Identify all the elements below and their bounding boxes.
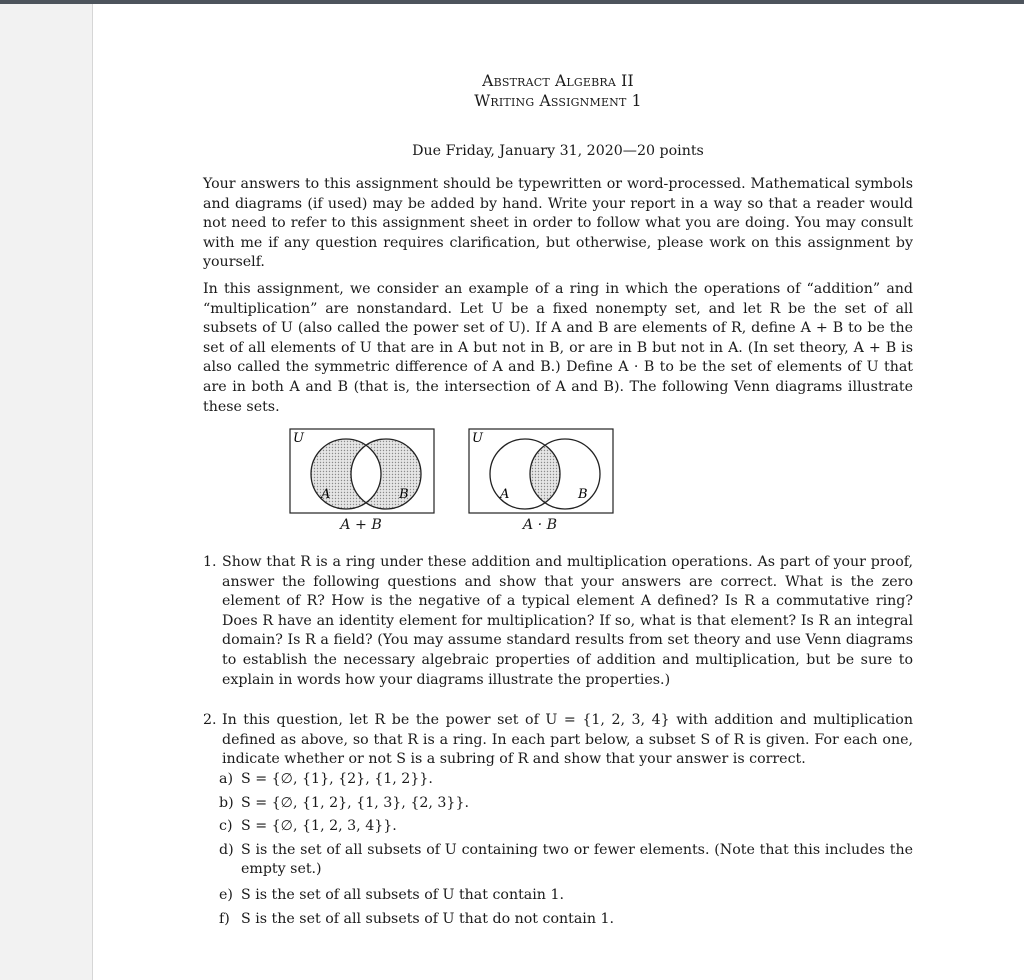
venn-sum-caption: A + B — [340, 517, 382, 533]
ring-definition-paragraph: In this assignment, we consider an example of a ring in which the operations of “addition” and “multiplication” are nonstandard. Let U be a fixed nonempty set, and let R be the set of all subsets of U (also called the power set of U). If A and B are elements of R, define A + B to be the set of all elements of U that are in A but not in B, or are in B but not in A. (In set theory, A + B is also called the symmetric difference of A and B.) Define A · B to be the set of elements of U that are in both A and B (that is, the intersection of A and B). The following Venn diagrams illustrate these sets. — [203, 281, 913, 415]
question-text: In this question, let R be the power set of U = {1, 2, 3, 4} with addition and multiplication defined as above, so that R is a ring. In each part below, a subset S of R is given. For each one, indicate whether or not S is a subring of R and show that your answer is correct. — [222, 712, 913, 768]
set-a-label: A — [321, 487, 331, 502]
universe-label: U — [293, 431, 304, 446]
due-date-line: Due Friday, January 31, 2020—20 points — [412, 143, 704, 159]
venn-diagrams — [203, 428, 913, 538]
list-item — [219, 841, 913, 880]
list-item — [219, 910, 913, 930]
set-b-label: B — [578, 487, 588, 502]
part-text: S is the set of all subsets of U containing two or fewer elements. (Note that this includes the empty set.) — [241, 841, 913, 878]
part-label: d) — [219, 841, 234, 858]
part-label: b) — [219, 794, 234, 811]
part-label: f) — [219, 910, 230, 927]
list-item — [219, 770, 913, 790]
part-text: S = {∅, {1, 2}, {1, 3}, {2, 3}}. — [241, 794, 469, 811]
assignment-title: Writing Assignment 1 — [474, 92, 642, 110]
venn-sum-svg — [289, 428, 449, 516]
universe-label: U — [472, 431, 483, 446]
part-text: S = {∅, {1, 2, 3, 4}}. — [241, 818, 397, 835]
part-text: S is the set of all subsets of U that contain 1. — [241, 886, 564, 903]
part-label: c) — [219, 818, 233, 835]
list-item — [219, 817, 913, 837]
set-a-label: A — [500, 487, 510, 502]
document-page — [92, 4, 1024, 980]
question-number: 2. — [203, 712, 217, 728]
question-2-parts — [219, 770, 913, 933]
part-text: S = {∅, {1}, {2}, {1, 2}}. — [241, 771, 433, 787]
venn-diagram-product — [468, 428, 628, 533]
list-item — [219, 886, 913, 906]
part-label: e) — [219, 886, 233, 903]
set-b-label: B — [399, 487, 409, 502]
venn-product-caption: A · B — [522, 517, 558, 533]
course-title: Abstract Algebra II — [482, 72, 634, 90]
question-number: 1. — [203, 554, 217, 570]
venn-diagram-sum — [289, 428, 449, 533]
part-label: a) — [219, 771, 233, 787]
question-text: Show that R is a ring under these addition and multiplication operations. As part of your proof, answer the following questions and show that your answers are correct. What is the zero element of R? How is the negative of a typical element A defined? Is R a commutative ring? Does R have an identity element for multiplication? If so, what is that element? Is R an integral domain? Is R a field? (You may assume standard results from set theory and use Venn diagrams to establish the necessary algebraic properties of addition and multiplication, but be sure to explain in words how your diagrams illustrate the properties.) — [222, 554, 913, 688]
part-text: S is the set of all subsets of U that do not contain 1. — [241, 910, 615, 927]
list-item — [219, 794, 913, 814]
venn-product-svg — [468, 428, 628, 516]
question-1 — [203, 553, 913, 690]
question-2 — [203, 711, 913, 770]
intro-paragraph: Your answers to this assignment should be typewritten or word-processed. Mathematical symbols and diagrams (if used) may be added by hand. Write your report in a way so that a reader would not need to refer to this assignment sheet in order to follow what you are doing. You may consult with me if any question requires clarification, but otherwise, please work on this assignment by yourself. — [203, 176, 913, 271]
